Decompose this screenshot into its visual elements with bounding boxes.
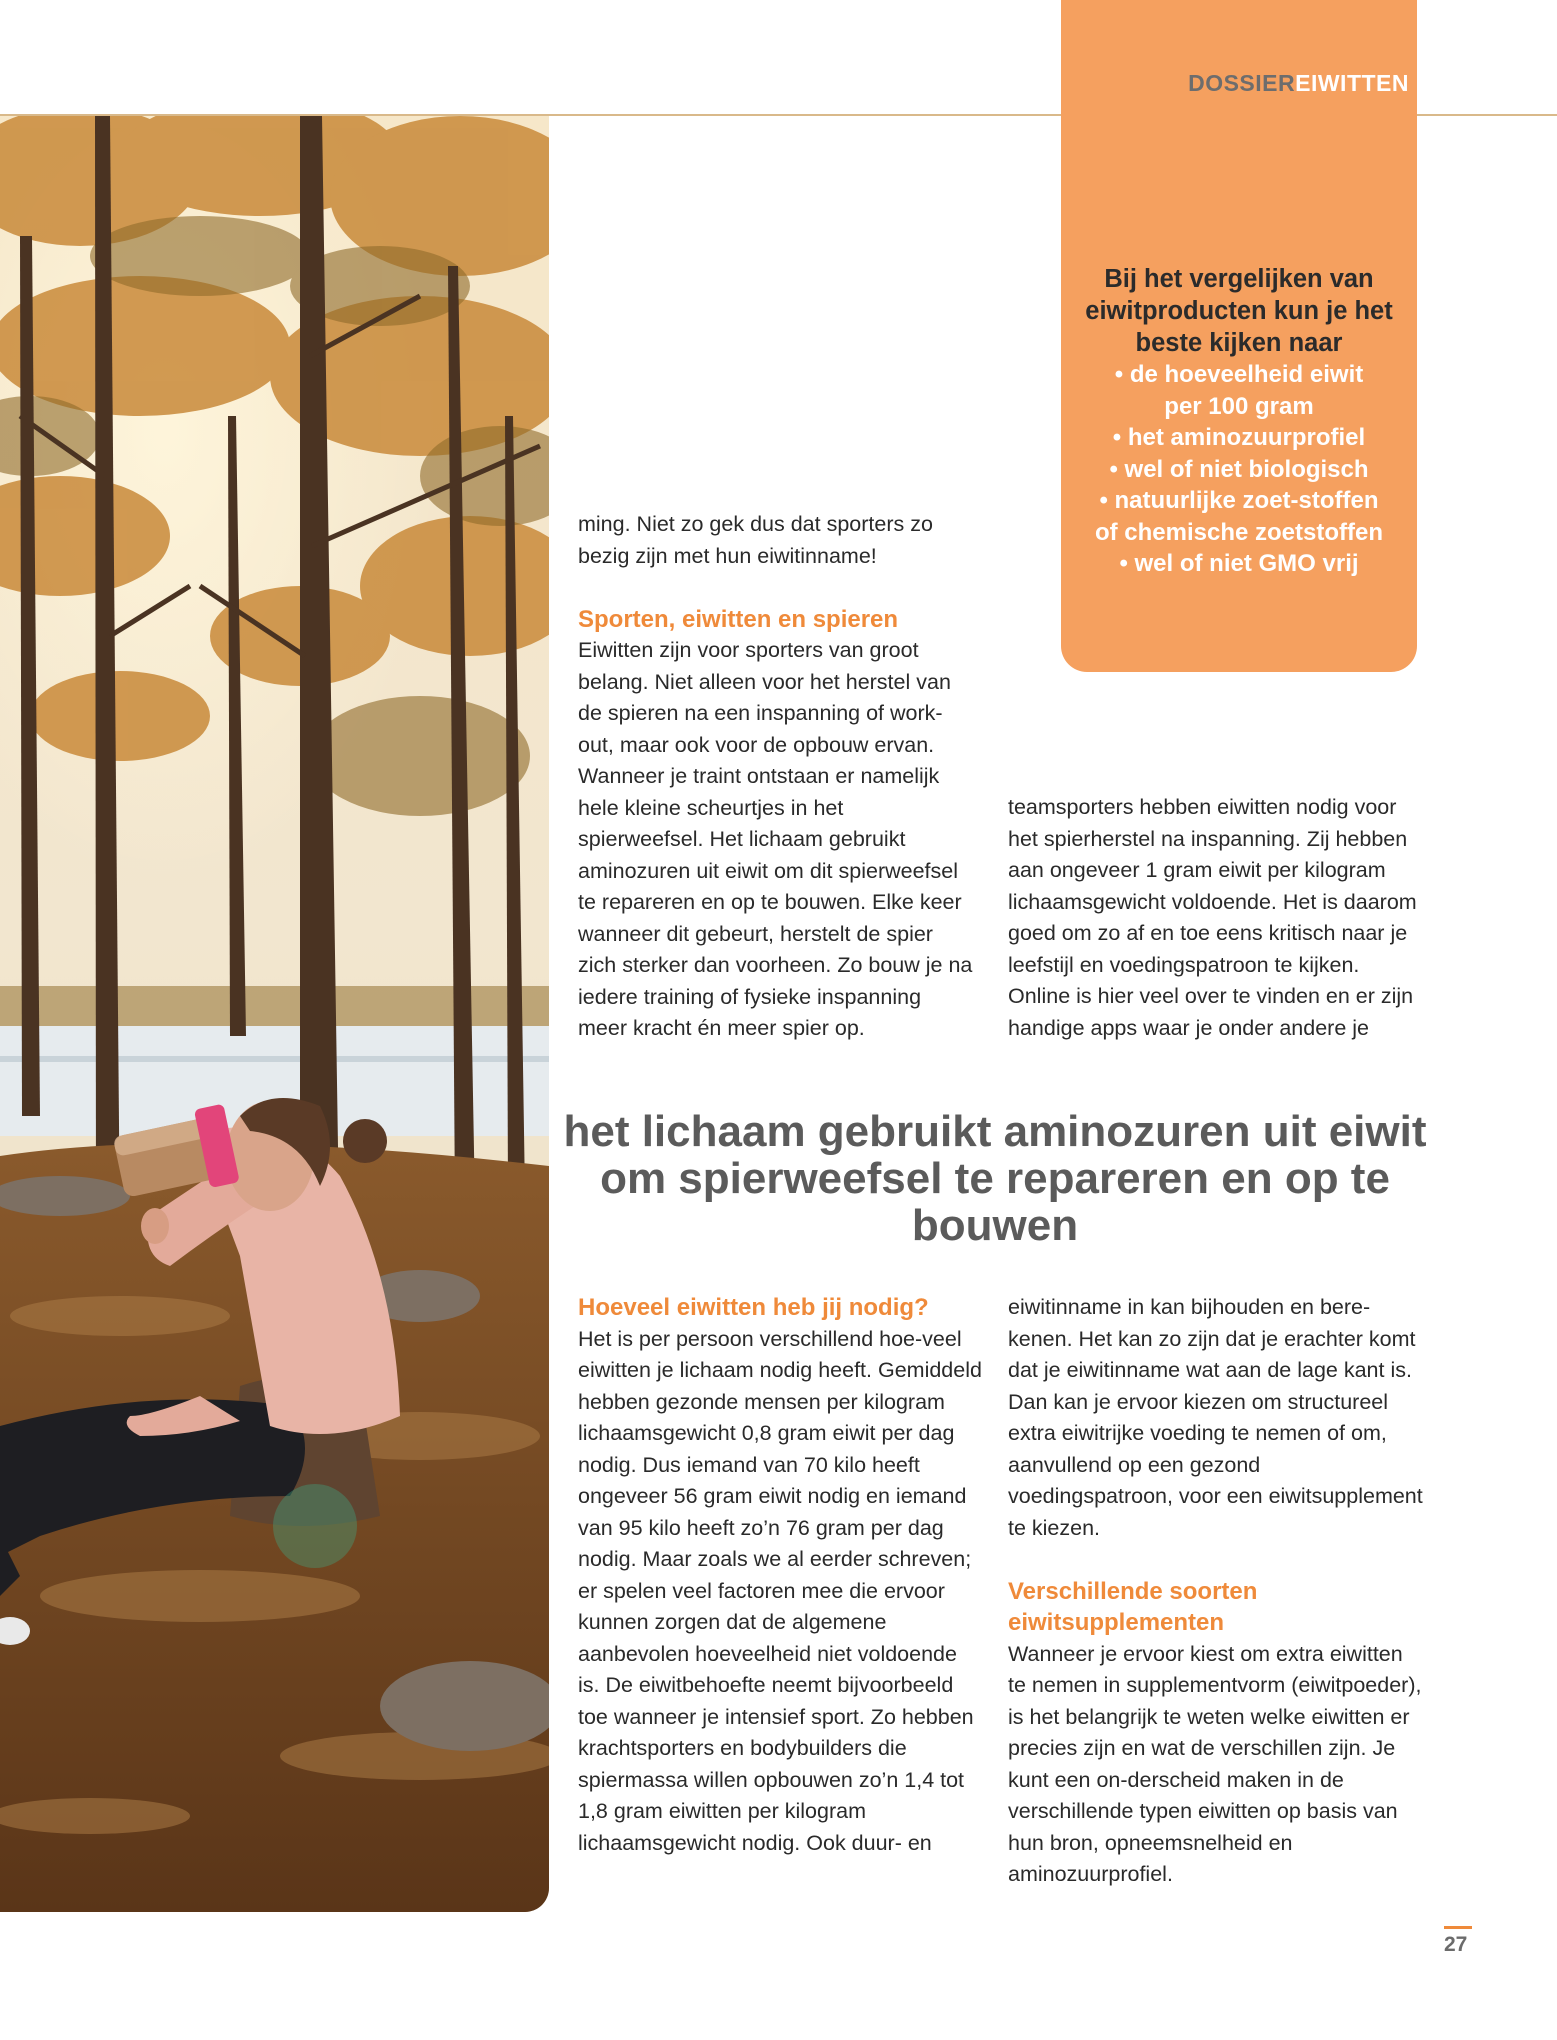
section-label [1188, 70, 1409, 97]
intro-paragraph: ming. Niet zo gek dus dat sporters zo bezig zijn met hun eiwitinname! [578, 512, 933, 568]
body-paragraph: Eiwitten zijn voor sporters van groot belang. Niet alleen voor het herstel van de spieren na een inspanning of work-out, maar ook voor de opbouw ervan. Wanneer je traint ontstaan er namelijk hele kleine scheurtjes in het spierweefsel. Het lichaam gebruikt aminozuren uit eiwit om dit spierweefsel te repareren en op te bouwen. Elke keer wanneer dit gebeurt, herstelt de spier zich sterker dan voorheen. Zo bouw je na iedere training of fysieke inspanning meer kracht én meer spier op. [578, 638, 973, 1040]
sidebar-box-title: Bij het vergelijken van eiwitproducten kun je het beste kijken naar [1085, 265, 1393, 357]
column-bottom-right [1008, 1292, 1423, 1891]
section-prefix: DOSSIER [1188, 70, 1296, 96]
sidebar-box-item: • wel of niet biologisch [1109, 455, 1369, 483]
sidebar-box-item: • het aminozuurprofiel [1112, 424, 1366, 451]
column-top-right [1008, 792, 1423, 1044]
heading-verschillende: Verschillende soorten eiwitsupplementen [1008, 1577, 1258, 1636]
sidebar-box-item: • wel of niet GMO vrij [1119, 550, 1359, 577]
column-top-left [578, 509, 973, 1045]
body-paragraph: teamsporters hebben eiwitten nodig voor het spierherstel na inspanning. Zij hebben aan ongeveer 1 gram eiwit per kilogram lichaamsgewicht voldoende. Het is daarom goed om zo af en toe eens kritisch naar je leefstijl en voedingspatroon te kijken. Online is hier veel over te vinden en er zijn handige apps waar je onder andere je [1008, 795, 1417, 1040]
body-paragraph: Wanneer je ervoor kiest om extra eiwitten te nemen in supplementvorm (eiwitpoeder), is het belangrijk te weten welke eiwitten er precies zijn en wat de verschillen zijn. Je kunt een on-derscheid maken in de verschillende typen eiwitten op basis van hun bron, opneemsnelheid en aminozuurprofiel. [1008, 1641, 1422, 1886]
page-number: 27 [1444, 1933, 1468, 1956]
column-bottom-left [578, 1292, 983, 1859]
forest-photo [0, 116, 549, 1912]
pull-quote: het lichaam gebruikt aminozuren uit eiwit om spierweefsel te repareren en op te bouwen [563, 1107, 1427, 1250]
heading-sporten: Sporten, eiwitten en spieren [578, 605, 899, 633]
body-paragraph: eiwitinname in kan bijhouden en bere-kenen. Het kan zo zijn dat je erachter komt dat je eiwitinname wat aan de lage kant is. Dan kan je ervoor kiezen om structureel extra eiwitrijke voeding te nemen of om, aanvullend op een gezond voedingspatroon, voor een eiwitsupplement te kiezen. [1008, 1295, 1423, 1540]
page-number-rule [1444, 1926, 1472, 1929]
body-paragraph: Het is per persoon verschillend hoe-veel eiwitten je lichaam nodig heeft. Gemiddeld hebben gezonde mensen per kilogram lichaamsgewicht 0,8 gram eiwit per dag nodig. Dus iemand van 70 kilo heeft ongeveer 56 gram eiwit nodig en iemand van 95 kilo heeft zo’n 76 gram per dag nodig. Maar zoals we al eerder schreven; er spelen veel factoren mee die ervoor kunnen zorgen dat de algemene aanbevolen hoeveelheid niet voldoende is. De eiwitbehoefte neemt bijvoorbeeld toe wanneer je intensief sport. Zo hebben krachtsporters en bodybuilders die spiermassa willen opbouwen zo’n 1,4 tot 1,8 gram eiwitten per kilogram lichaamsgewicht nodig. Ook duur- en [578, 1326, 982, 1855]
sidebar-box-list [1061, 359, 1417, 580]
sidebar-box [1061, 263, 1417, 580]
section-topic: EIWITTEN [1295, 70, 1409, 96]
sidebar-box-item: • natuurlijke zoet-stoffen of chemische zoetstoffen [1094, 487, 1384, 546]
sidebar-box-item: • de hoeveelheid eiwit per 100 gram [1114, 361, 1364, 420]
heading-hoeveel: Hoeveel eiwitten heb jij nodig? [578, 1294, 929, 1321]
